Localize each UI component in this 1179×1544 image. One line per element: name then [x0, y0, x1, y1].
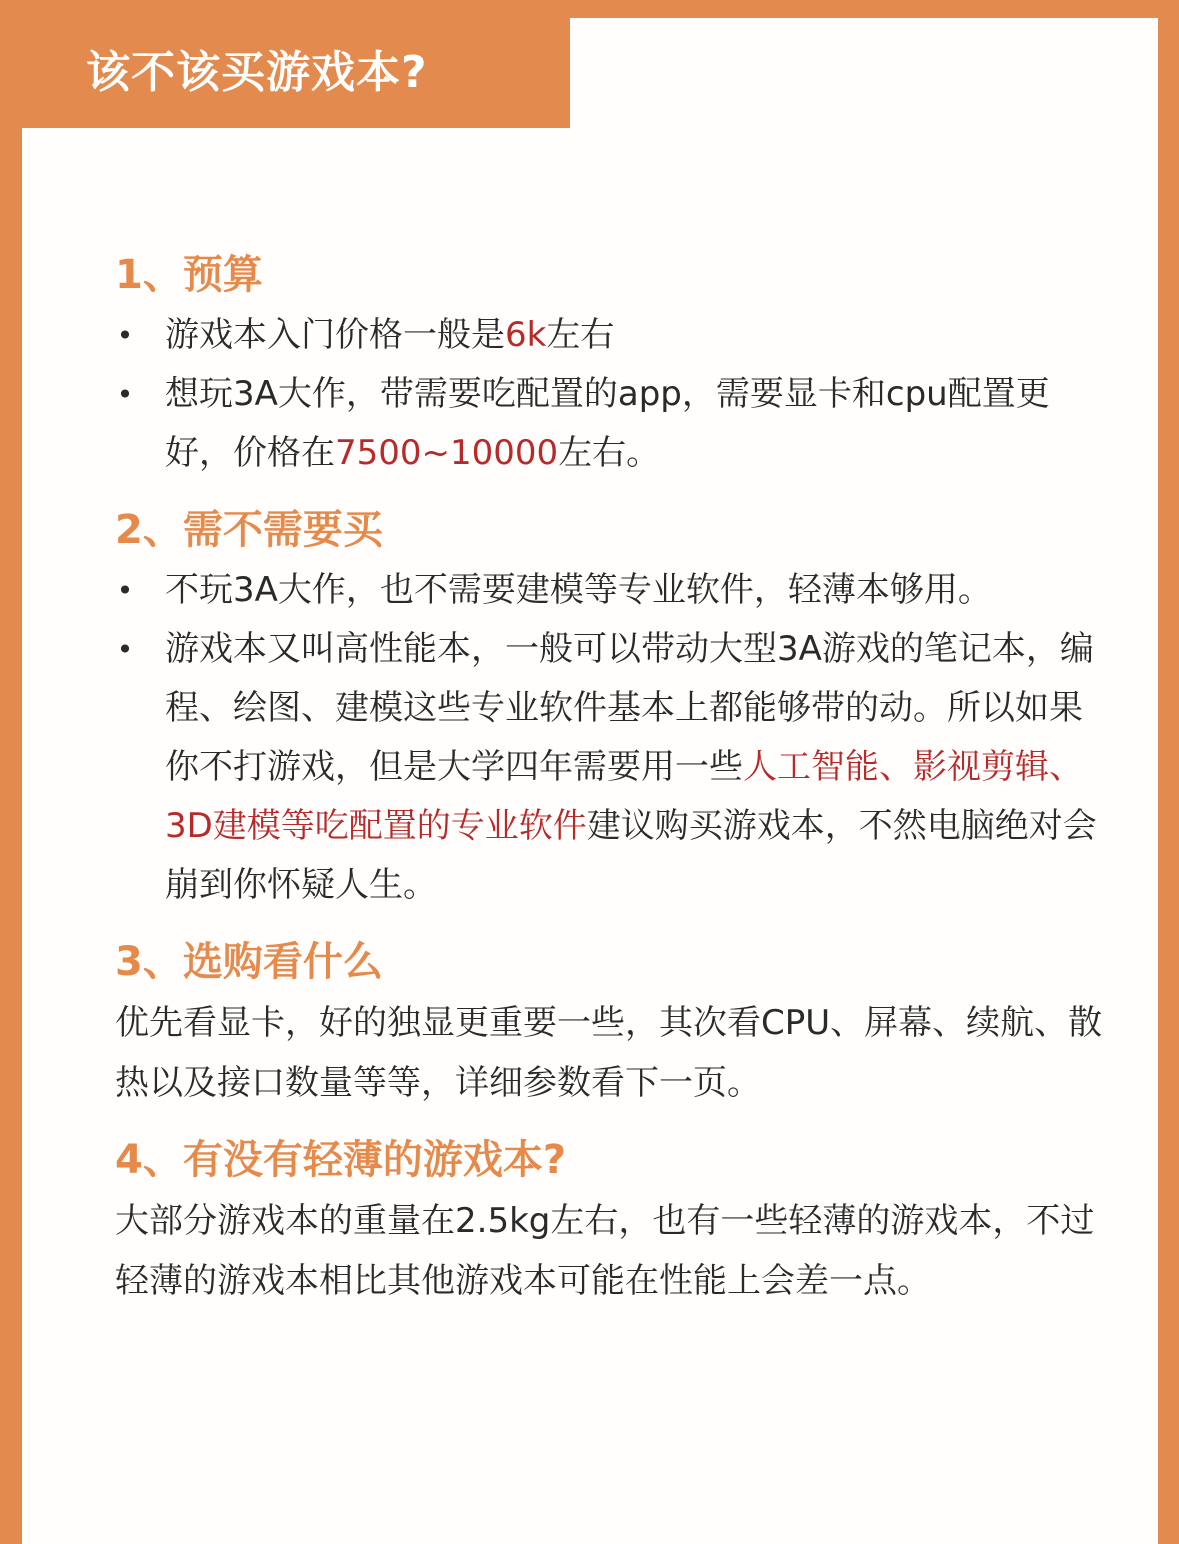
section-thin-gaming-laptop [115, 1131, 1105, 1311]
section-budget [115, 246, 1105, 483]
section-paragraph: 大部分游戏本的重量在2.5kg左右，也有一些轻薄的游戏本，不过轻薄的游戏本相比其他游戏本可能在性能上会差一点。 [115, 1201, 1095, 1301]
section-heading: 1、预算 [115, 252, 263, 298]
section-heading: 4、有没有轻薄的游戏本? [115, 1137, 567, 1183]
text-run: 游戏本又叫高性能本，一般可以带动大型3A游戏的笔记本，编程、绘图、建模这些专业软件基本上都能够带的动。所以如果你不打游戏，但是大学四年需要用一些 [165, 629, 1094, 787]
article-body [115, 240, 1105, 1329]
bullet-item [115, 365, 1105, 483]
title-banner [22, 18, 570, 128]
text-run: 不玩3A大作，也不需要建模等专业软件，轻薄本够用。 [165, 570, 992, 610]
highlight-text: 7500~10000 [335, 433, 559, 473]
text-run: 游戏本入门价格一般是 [165, 315, 505, 355]
highlight-text: 人工智能、影视剪辑、3D建模等吃配置的专业软件 [165, 747, 1083, 846]
text-run: 左右 [546, 315, 615, 355]
bullet-item [115, 561, 1105, 620]
bullet-list [115, 306, 1105, 483]
bullet-text [165, 315, 614, 355]
bullet-dot-icon: • [116, 574, 134, 607]
bullet-dot-icon: • [116, 319, 134, 352]
bullet-text [165, 570, 992, 610]
highlight-text: 6k [505, 315, 547, 355]
bullet-dot-icon: • [116, 378, 134, 411]
section-what-to-check [115, 933, 1105, 1113]
section-paragraph: 优先看显卡，好的独显更重要一些，其次看CPU、屏幕、续航、散热以及接口数量等等，详细参数看下一页。 [115, 1003, 1103, 1103]
bullet-list [115, 561, 1105, 915]
section-heading: 3、选购看什么 [115, 939, 383, 985]
section-need-to-buy [115, 501, 1105, 915]
bullet-item [115, 620, 1105, 915]
page-title: 该不该买游戏本? [86, 47, 428, 98]
bullet-dot-icon: • [116, 633, 134, 666]
section-heading: 2、需不需要买 [115, 507, 383, 553]
bullet-text [165, 374, 1050, 473]
bullet-item [115, 306, 1105, 365]
text-run: 左右。 [558, 433, 661, 473]
text-run: 想玩3A大作，带需要吃配置的app，需要显卡和cpu配置更好，价格在 [165, 374, 1050, 473]
bullet-text [165, 629, 1097, 905]
text-run: 建议购买游戏本，不然电脑绝对会崩到你怀疑人生。 [165, 806, 1097, 905]
